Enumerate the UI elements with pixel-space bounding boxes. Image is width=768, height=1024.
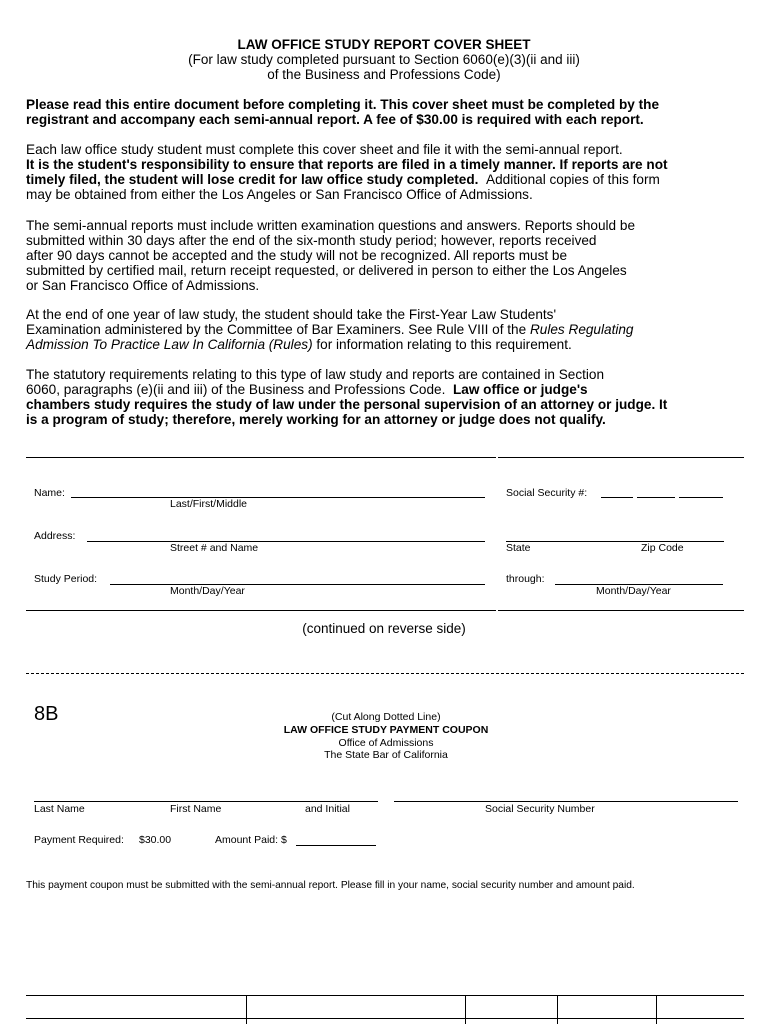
intro-block	[26, 97, 748, 127]
paragraph-2	[26, 218, 748, 293]
through-hint: Month/Day/Year	[596, 585, 671, 597]
cut-line	[26, 673, 744, 674]
form-top-rule-right	[498, 457, 744, 458]
state-hint: State	[506, 542, 531, 554]
intro-line-1: Please read this entire document before completing it. This cover sheet must be completed by the	[26, 97, 660, 112]
p4-line-3: chambers study requires the study of law under the personal supervision of an attorney or judge. It	[26, 397, 668, 412]
page-subtitle-1: (For law study completed pursuant to Section 6060(e)(3)(ii and iii)	[188, 52, 580, 67]
p2-line-5: or San Francisco Office of Admissions.	[26, 278, 260, 293]
p2-line-4: submitted by certified mail, return receipt requested, or delivered in person to either the Los Angeles	[26, 263, 627, 278]
p2-line-2: submitted within 30 days after the end of the six-month study period; however, reports received	[26, 233, 597, 248]
coupon-name-input-line[interactable]	[34, 801, 378, 802]
coupon-code: 8B	[34, 703, 59, 725]
payment-required-value: $30.00	[139, 834, 172, 846]
office-grid-bottom	[26, 1018, 744, 1019]
name-input-line[interactable]	[71, 497, 485, 498]
through-label: through:	[506, 573, 545, 585]
p3-line-2-italic: Rules Regulating	[529, 322, 634, 337]
zip-hint: Zip Code	[641, 542, 684, 554]
ssn-input-part-3[interactable]	[679, 497, 723, 498]
paragraph-3	[26, 307, 748, 352]
amount-paid-label: Amount Paid: $	[215, 834, 287, 846]
office-grid-top	[26, 995, 744, 996]
state-zip-input-line[interactable]	[506, 541, 724, 542]
p3-line-3-tail: for information relating to this requirement.	[316, 337, 572, 352]
coupon-last-name: Last Name	[34, 803, 85, 815]
p4-line-2-bold: Law office or judge's	[452, 382, 588, 397]
cut-note: (Cut Along Dotted Line)	[331, 711, 441, 723]
office-grid-divider-3	[557, 995, 558, 1024]
coupon-ssn-label: Social Security Number	[485, 803, 595, 815]
coupon-title: LAW OFFICE STUDY PAYMENT COUPON	[283, 724, 489, 736]
p1-line-3-bold: timely filed, the student will lose credit for law office study completed.	[26, 172, 479, 187]
p1-line-4: may be obtained from either the Los Angeles or San Francisco Office of Admissions.	[26, 187, 533, 202]
p3-line-3	[26, 337, 748, 352]
page-subtitle-2: of the Business and Professions Code)	[267, 67, 501, 82]
coupon-initial: and Initial	[305, 803, 350, 815]
p1-line-1: Each law office study student must complete this cover sheet and file it with the semi-annual report.	[26, 142, 623, 157]
office-grid-divider-1	[246, 995, 247, 1024]
coupon-office: Office of Admissions	[338, 737, 434, 749]
p4-line-4: is a program of study; therefore, merely working for an attorney or judge does not qualify.	[26, 412, 606, 427]
ssn-label: Social Security #:	[506, 487, 588, 499]
coupon-footer-note: This payment coupon must be submitted with the semi-annual report. Please fill in your name, social security number and amount paid.	[26, 880, 635, 891]
p1-line-3	[26, 172, 748, 187]
address-label: Address:	[34, 530, 76, 542]
amount-paid-input-line[interactable]	[296, 845, 376, 846]
page-title: LAW OFFICE STUDY REPORT COVER SHEET	[237, 37, 531, 52]
continued-note: (continued on reverse side)	[302, 621, 466, 636]
p2-line-1: The semi-annual reports must include written examination questions and answers. Reports should be	[26, 218, 636, 233]
paragraph-1	[26, 142, 748, 202]
paragraph-4	[26, 367, 748, 427]
study-period-label: Study Period:	[34, 573, 98, 585]
name-hint: Last/First/Middle	[170, 498, 248, 510]
p3-line-2	[26, 322, 748, 337]
p1-line-2: It is the student's responsibility to ensure that reports are filed in a timely manner. If reports are not	[26, 157, 668, 172]
study-period-hint: Month/Day/Year	[170, 585, 245, 597]
study-period-input-line[interactable]	[110, 584, 485, 585]
coupon-org: The State Bar of California	[324, 749, 448, 761]
payment-required-label: Payment Required:	[34, 834, 124, 846]
p1-line-3-tail: Additional copies of this form	[486, 172, 660, 187]
ssn-input-part-1[interactable]	[601, 497, 633, 498]
coupon-first-name: First Name	[170, 803, 222, 815]
p4-line-2-a: 6060, paragraphs (e)(ii and iii) of the Business and Professions Code.	[26, 382, 446, 397]
address-input-line[interactable]	[87, 541, 485, 542]
p3-line-1: At the end of one year of law study, the student should take the First-Year Law Students'	[26, 307, 557, 322]
form-top-rule-left	[26, 457, 496, 458]
coupon-ssn-input-line[interactable]	[394, 801, 738, 802]
name-label: Name:	[34, 487, 65, 499]
address-hint: Street # and Name	[170, 542, 259, 554]
form-bottom-rule-right	[498, 610, 744, 611]
p4-line-1: The statutory requirements relating to this type of law study and reports are contained in Section	[26, 367, 605, 382]
intro-line-2: registrant and accompany each semi-annual report. A fee of $30.00 is required with each report.	[26, 112, 644, 127]
p4-line-2	[26, 382, 748, 397]
office-grid-divider-4	[656, 995, 657, 1024]
ssn-input-part-2[interactable]	[637, 497, 675, 498]
form-bottom-rule-left	[26, 610, 496, 611]
p3-line-2-a: Examination administered by the Committee of Bar Examiners. See Rule VIII of the	[26, 322, 527, 337]
office-grid-divider-2	[465, 995, 466, 1024]
p3-line-3-italic: Admission To Practice Law In California (Rules)	[26, 337, 313, 352]
p2-line-3: after 90 days cannot be accepted and the study will not be recognized. All reports must be	[26, 248, 568, 263]
